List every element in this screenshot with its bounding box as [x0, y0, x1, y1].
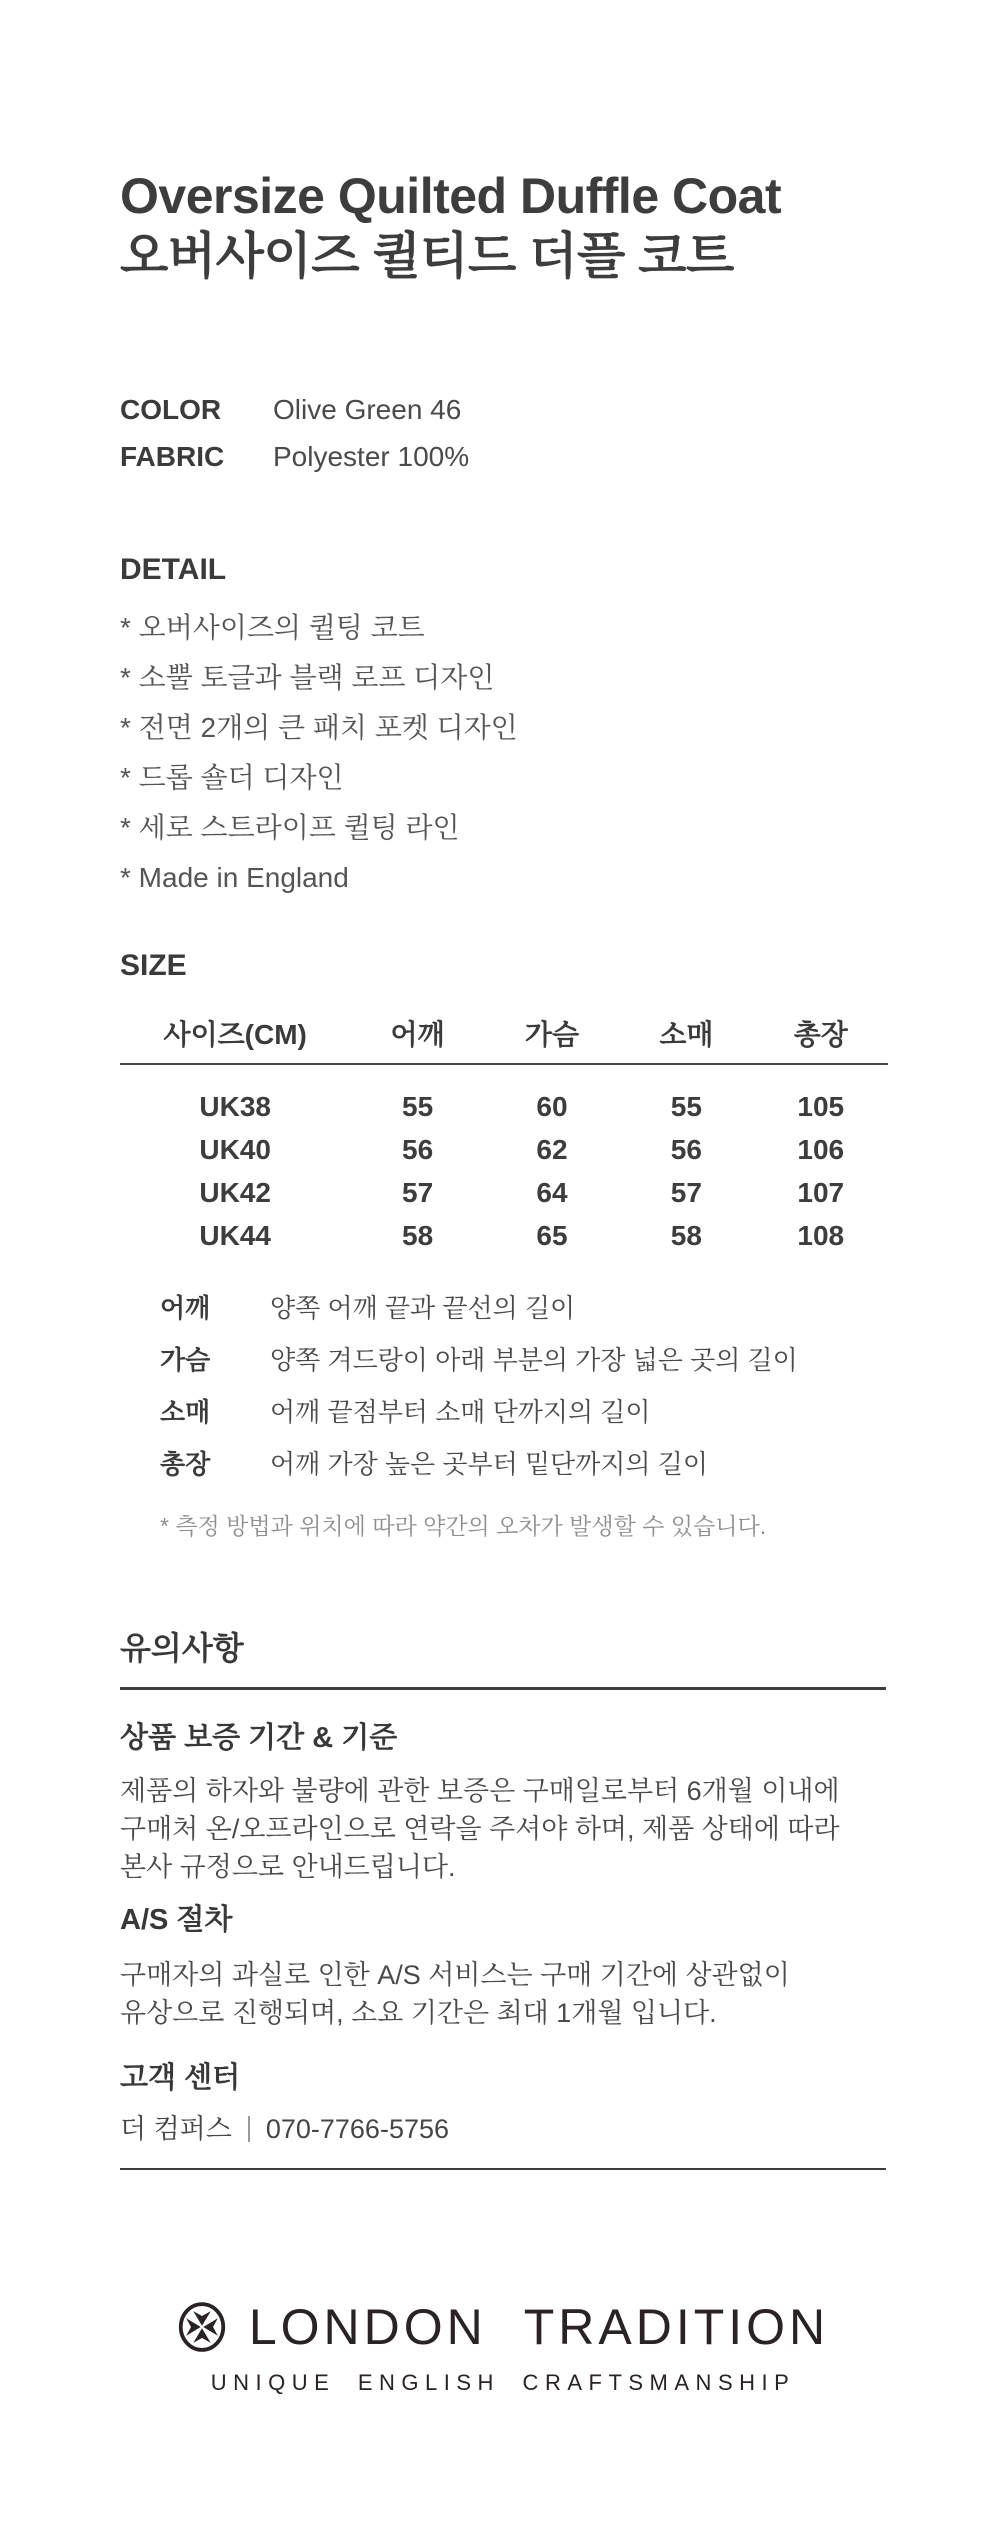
table-header-divider: [120, 1063, 888, 1065]
measurement-definitions: [120, 1292, 888, 1481]
spec-value-color: Olive Green 46: [273, 394, 462, 425]
measurement-note: * 측정 방법과 위치에 따라 약간의 오차가 발생할 수 있습니다.: [160, 1513, 767, 1539]
table-cell: UK44: [199, 1220, 271, 1251]
spec-row-color: [120, 394, 888, 428]
column-header-length: 총장: [793, 1019, 848, 1050]
table-cell: UK40: [199, 1134, 271, 1165]
notice-heading: 유의사항: [120, 1630, 244, 1666]
definition-term: 소매: [160, 1397, 211, 1427]
table-cell: 57: [670, 1177, 702, 1208]
column-header-sleeve: 소매: [659, 1019, 714, 1050]
table-cell: 57: [402, 1177, 434, 1208]
table-cell: 58: [670, 1220, 702, 1251]
contact-separator: [248, 2116, 250, 2142]
detail-item: * 드롭 숄더 디자인: [120, 762, 344, 793]
warranty-title: 상품 보증 기간 & 기준: [120, 1722, 398, 1754]
size-table: [120, 1017, 888, 1252]
table-cell: UK38: [199, 1091, 271, 1122]
detail-heading: DETAIL: [120, 553, 227, 586]
column-header-size: 사이즈(CM): [163, 1019, 307, 1050]
table-cell: 56: [670, 1134, 702, 1165]
as-title: A/S 절차: [120, 1904, 233, 1936]
spec-row-fabric: [120, 441, 888, 475]
as-paragraph: [120, 1956, 888, 2032]
size-heading: SIZE: [120, 949, 187, 982]
definition-term: 가슴: [160, 1345, 211, 1375]
warranty-paragraph: [120, 1772, 888, 1886]
footer-divider: [120, 2168, 886, 2170]
paragraph-line: 구매처 온/오프라인으로 연락을 주셔야 하며, 제품 상태에 따라: [120, 1814, 840, 1844]
table-cell: 55: [402, 1091, 434, 1122]
definition-term: 어깨: [160, 1293, 211, 1323]
product-title-ko: 오버사이즈 퀼티드 더플 코트: [120, 228, 734, 284]
table-row-uk40: [120, 1134, 888, 1166]
table-cell: 107: [797, 1177, 845, 1208]
table-row-uk44: [120, 1220, 888, 1252]
paragraph-line: 본사 규정으로 안내드립니다.: [120, 1852, 456, 1882]
table-cell: 105: [797, 1091, 845, 1122]
contact-phone: 070-7766-5756: [265, 2114, 450, 2144]
table-row-uk42: [120, 1177, 888, 1209]
table-cell: 64: [536, 1177, 568, 1208]
cs-title: 고객 센터: [120, 2062, 241, 2094]
brand-tagline: UNIQUE ENGLISH CRAFTSMANSHIP: [210, 2370, 796, 2395]
contact-line: [120, 2112, 888, 2146]
column-header-chest: 가슴: [524, 1019, 580, 1050]
table-row-uk38: [120, 1091, 888, 1123]
product-title-en: Oversize Quilted Duffle Coat: [120, 168, 782, 224]
table-cell: 62: [536, 1134, 568, 1165]
spec-value-fabric: Polyester 100%: [273, 441, 470, 472]
column-header-shoulder: 어깨: [390, 1019, 445, 1050]
paragraph-line: 유상으로 진행되며, 소요 기간은 최대 1개월 입니다.: [120, 1998, 717, 2028]
spec-label-fabric: FABRIC: [120, 441, 225, 472]
paragraph-line: 구매자의 과실로 인한 A/S 서비스는 구매 기간에 상관없이: [120, 1960, 790, 1990]
table-cell: 108: [797, 1220, 845, 1251]
spec-list: [120, 394, 888, 475]
definition-desc: 양쪽 어깨 끝과 끝선의 길이: [270, 1293, 576, 1323]
detail-item: * 세로 스트라이프 퀼팅 라인: [120, 812, 460, 843]
spec-label-color: COLOR: [120, 394, 222, 425]
paragraph-line: 제품의 하자와 불량에 관한 보증은 구매일로부터 6개월 이내에: [120, 1776, 840, 1806]
detail-item: * 전면 2개의 큰 패치 포켓 디자인: [120, 712, 518, 743]
table-cell: UK42: [199, 1177, 271, 1208]
definition-row-shoulder: [160, 1292, 888, 1325]
table-cell: 106: [797, 1134, 845, 1165]
definition-desc: 어깨 끝점부터 소매 단까지의 길이: [270, 1397, 651, 1427]
detail-item: * 오버사이즈의 퀼팅 코트: [120, 612, 425, 643]
definition-row-sleeve: [160, 1396, 888, 1429]
detail-item: * 소뿔 토글과 블랙 로프 디자인: [120, 662, 495, 693]
table-cell: 56: [402, 1134, 434, 1165]
table-cell: 55: [670, 1091, 702, 1122]
table-cell: 65: [536, 1220, 568, 1251]
notice-divider: [120, 1687, 886, 1690]
table-cell: 60: [536, 1091, 568, 1122]
definition-row-chest: [160, 1344, 888, 1377]
star-in-oval-icon: [177, 2300, 227, 2354]
definition-desc: 양쪽 겨드랑이 아래 부분의 가장 넓은 곳의 길이: [270, 1345, 798, 1375]
brand-logo: [120, 2300, 886, 2396]
size-table-header-row: [120, 1017, 888, 1053]
brand-name: LONDON TRADITION: [248, 2299, 830, 2355]
definition-term: 총장: [160, 1449, 211, 1479]
table-cell: 58: [402, 1220, 434, 1251]
size-table-body: [120, 1091, 888, 1252]
definition-desc: 어깨 가장 높은 곳부터 밑단까지의 길이: [270, 1449, 708, 1479]
contact-name: 더 컴퍼스: [120, 2114, 232, 2144]
detail-list: [120, 611, 888, 895]
detail-item: * Made in England: [120, 862, 349, 893]
definition-row-length: [160, 1448, 888, 1481]
brand-logo-row: [177, 2300, 829, 2354]
